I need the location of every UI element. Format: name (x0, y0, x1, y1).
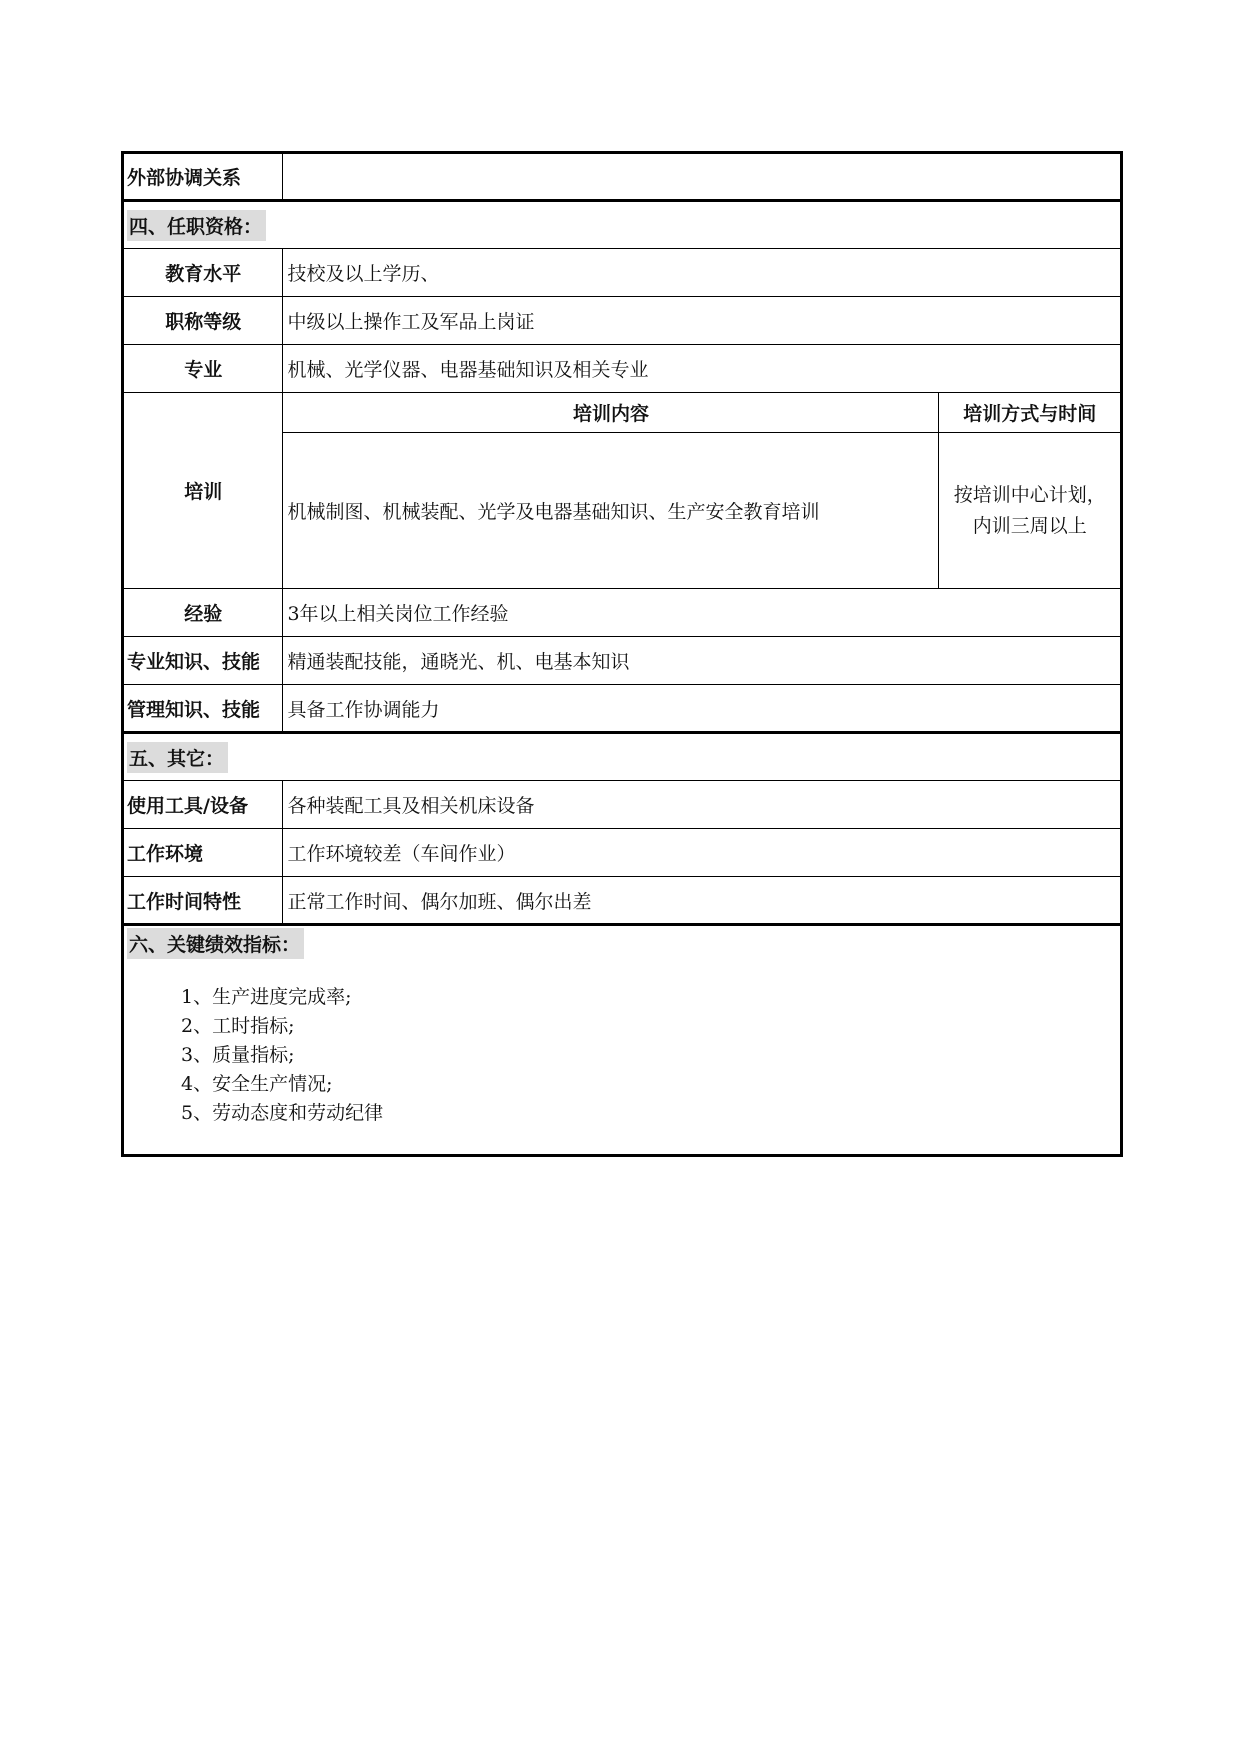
external-relations-value (283, 153, 1122, 201)
management-skills-value: 具备工作协调能力 (283, 685, 1122, 733)
row-environment (123, 829, 1122, 877)
education-label: 教育水平 (123, 249, 283, 297)
experience-label: 经验 (123, 589, 283, 637)
training-method-header: 培训方式与时间 (939, 393, 1122, 433)
management-skills-label: 管理知识、技能 (123, 685, 283, 733)
job-description-form (121, 151, 1123, 1157)
row-professional-skills (123, 637, 1122, 685)
section5-header (123, 733, 1122, 781)
row-management-skills (123, 685, 1122, 733)
section5-title: 五、其它： (127, 742, 228, 773)
section4-header-row (123, 201, 1122, 249)
row-major (123, 345, 1122, 393)
row-title-level (123, 297, 1122, 345)
row-work-time (123, 877, 1122, 925)
environment-value: 工作环境较差（车间作业） (283, 829, 1122, 877)
work-time-value: 正常工作时间、偶尔加班、偶尔出差 (283, 877, 1122, 925)
section4-header (123, 201, 1122, 249)
professional-skills-label: 专业知识、技能 (123, 637, 283, 685)
title-level-label: 职称等级 (123, 297, 283, 345)
section5-header-row (123, 733, 1122, 781)
kpi-item: 3、质量指标; (181, 1044, 295, 1066)
row-education (123, 249, 1122, 297)
row-external-relations (123, 153, 1122, 201)
kpi-list (181, 983, 1120, 1128)
external-relations-label: 外部协调关系 (123, 153, 283, 201)
training-content-header: 培训内容 (283, 393, 939, 433)
work-time-label: 工作时间特性 (123, 877, 283, 925)
row-experience (123, 589, 1122, 637)
qualification-table (121, 151, 1123, 1157)
kpi-item: 5、劳动态度和劳动纪律 (181, 1102, 384, 1124)
education-value: 技校及以上学历、 (283, 249, 1122, 297)
major-value: 机械、光学仪器、电器基础知识及相关专业 (283, 345, 1122, 393)
experience-value: 3年以上相关岗位工作经验 (283, 589, 1122, 637)
training-method-value (939, 433, 1122, 589)
training-method-line1: 按培训中心计划， (953, 483, 1106, 506)
row-tools (123, 781, 1122, 829)
kpi-item: 1、生产进度完成率; (181, 986, 352, 1008)
professional-skills-value: 精通装配技能，通晓光、机、电基本知识 (283, 637, 1122, 685)
section6-title: 六、关键绩效指标： (127, 928, 304, 959)
major-label: 专业 (123, 345, 283, 393)
section4-title: 四、任职资格： (127, 210, 266, 241)
training-content-value: 机械制图、机械装配、光学及电器基础知识、生产安全教育培训 (283, 433, 939, 589)
title-level-value: 中级以上操作工及军品上岗证 (283, 297, 1122, 345)
kpi-item: 2、工时指标; (181, 1015, 295, 1037)
kpi-item: 4、安全生产情况; (181, 1073, 333, 1095)
section6-cell (123, 925, 1122, 1156)
tools-label: 使用工具/设备 (123, 781, 283, 829)
training-method-line2: 内训三周以上 (972, 514, 1087, 537)
tools-value: 各种装配工具及相关机床设备 (283, 781, 1122, 829)
training-label: 培训 (123, 393, 283, 589)
section6-row (123, 925, 1122, 1156)
row-training-header (123, 393, 1122, 433)
environment-label: 工作环境 (123, 829, 283, 877)
